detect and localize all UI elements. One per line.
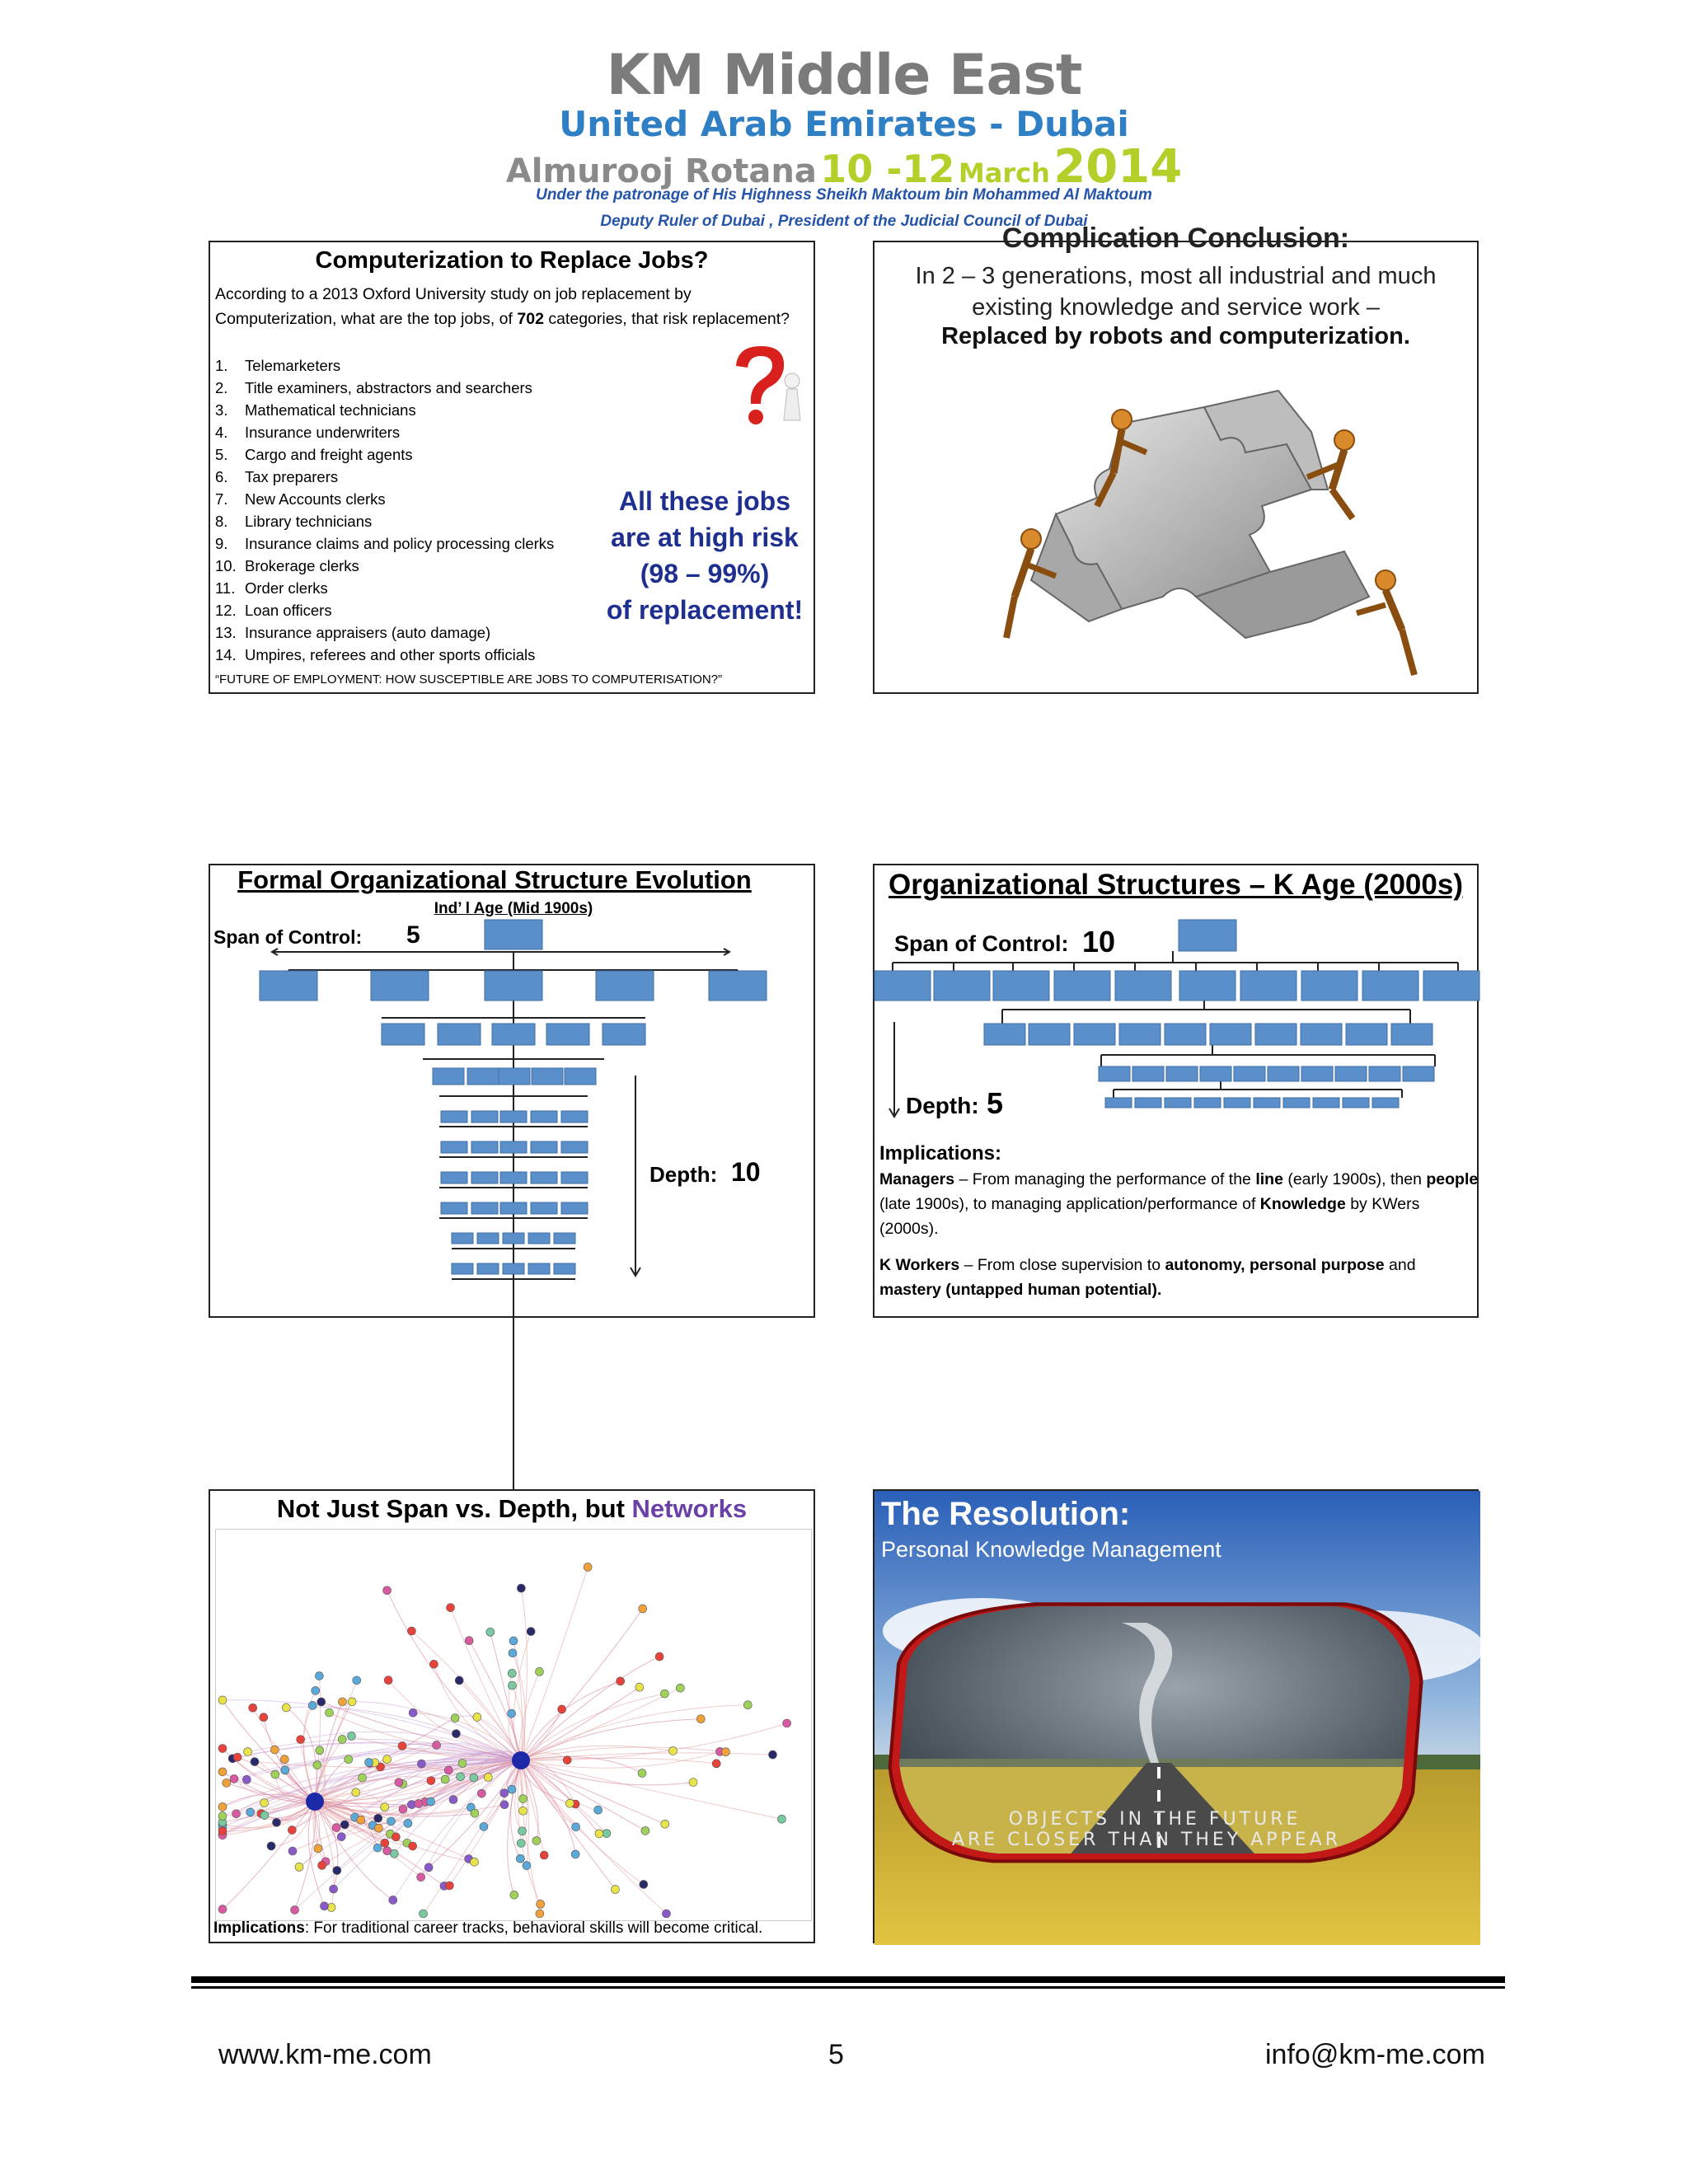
event-location: United Arab Emirates - Dubai [559, 104, 1129, 144]
network-node [218, 1768, 227, 1776]
network-node [712, 1760, 720, 1768]
network-edge [521, 1760, 644, 1884]
network-node [471, 1858, 479, 1866]
network-node [427, 1777, 435, 1785]
job-list-item [215, 421, 554, 443]
network-node [389, 1896, 397, 1904]
network-node [330, 1885, 338, 1893]
network-node [508, 1681, 516, 1690]
managers-people: people [1426, 1170, 1479, 1188]
study-intro [215, 282, 792, 331]
network-node [352, 1788, 360, 1797]
depth-value: 5 [987, 1086, 1004, 1120]
network-node [260, 1713, 268, 1722]
network-node [603, 1830, 611, 1838]
network-node [218, 1812, 227, 1821]
job-number: 2. [215, 379, 228, 396]
job-label: New Accounts clerks [245, 490, 386, 508]
network-node [347, 1732, 355, 1740]
network-edge [521, 1760, 599, 1834]
network-node [639, 1605, 647, 1613]
network-node [655, 1652, 663, 1661]
span-of-control-label: Span of Control: [894, 931, 1069, 956]
network-node [640, 1880, 648, 1888]
network-node [486, 1628, 495, 1636]
job-list-item [215, 555, 554, 577]
job-number: 12. [215, 602, 237, 619]
network-node [638, 1769, 646, 1778]
job-list-item [215, 443, 554, 466]
page-number: 5 [828, 2039, 844, 2070]
network-node [572, 1823, 580, 1831]
network-node [527, 1628, 535, 1636]
network-edge [295, 1760, 521, 1910]
network-node [223, 1779, 231, 1787]
network-node [383, 1847, 392, 1855]
network-edge [411, 1631, 521, 1760]
network-node [571, 1850, 579, 1858]
network-node [455, 1676, 463, 1685]
network-node [584, 1563, 592, 1571]
network-node [417, 1873, 425, 1882]
network-node [517, 1839, 525, 1847]
network-node [663, 1910, 671, 1918]
network-node [315, 1672, 323, 1680]
mirror-text-line-1: OBJECTS IN THE FUTURE [1008, 1809, 1301, 1830]
job-number: 9. [215, 535, 228, 552]
network-edge [393, 1760, 521, 1900]
network-node [536, 1910, 544, 1918]
slide-subtitle: Personal Knowledge Management [881, 1537, 1221, 1562]
slide-complication-conclusion [873, 223, 1479, 694]
network-node [357, 1816, 365, 1824]
event-year: 2014 [1053, 140, 1183, 194]
workers-autonomy: autonomy, personal purpose [1165, 1256, 1385, 1274]
intro-count: 702 [517, 310, 544, 328]
network-node [635, 1683, 644, 1691]
job-label: Telemarketers [245, 357, 341, 374]
network-node [471, 1809, 479, 1817]
network-node [288, 1847, 297, 1855]
slide-formal-structure [209, 864, 815, 1318]
network-node [395, 1779, 403, 1787]
network-node [465, 1637, 473, 1645]
network-node [373, 1844, 382, 1852]
network-node [271, 1770, 279, 1779]
network-node [273, 1818, 281, 1826]
network-node [281, 1766, 289, 1774]
slide-jobs-replacement [209, 241, 815, 694]
network-edge [521, 1705, 748, 1760]
study-source: “FUTURE OF EMPLOYMENT: HOW SUSCEPTIBLE ARE JOBS TO COMPUTERISATION?” [215, 673, 723, 687]
network-edge [521, 1588, 527, 1760]
network-node [313, 1761, 321, 1769]
intro-text-a: According to a 2013 Oxford University study on job replacement by Computerization, what are the top jobs, of [215, 285, 692, 328]
workers-mastery: mastery (untapped human potential). [879, 1281, 1162, 1299]
slide-title: Formal Organizational Structure Evolution [237, 865, 752, 894]
network-node [365, 1758, 373, 1766]
network-node [384, 1676, 392, 1685]
managers-text-c: (late 1900s), to managing application/performance of [879, 1195, 1260, 1213]
workers-implication [879, 1253, 1479, 1302]
network-node [424, 1863, 433, 1872]
network-node [387, 1817, 396, 1825]
network-node [480, 1822, 488, 1830]
slide-networks [209, 1489, 815, 1943]
job-label: Title examiners, abstractors and searchers [245, 379, 532, 396]
network-node [353, 1676, 361, 1685]
network-node [316, 1746, 324, 1755]
workers-text-c: and [1384, 1256, 1416, 1274]
implications-label: Implications [213, 1919, 305, 1937]
network-node [445, 1882, 453, 1890]
network-node [398, 1741, 406, 1750]
network-node [477, 1789, 485, 1797]
network-node [409, 1842, 417, 1850]
job-label: Insurance appraisers (auto damage) [245, 624, 491, 641]
network-node [447, 1604, 455, 1612]
job-number: 3. [215, 401, 228, 419]
network-node [320, 1902, 328, 1910]
span-of-control-label: Span of Control: [213, 926, 363, 948]
network-node [338, 1698, 346, 1706]
network-node [660, 1690, 668, 1698]
slide-resolution [873, 1489, 1479, 1943]
network-node [500, 1789, 509, 1797]
network-node [260, 1811, 269, 1820]
network-node [282, 1704, 290, 1712]
network-node [451, 1714, 459, 1722]
job-label: Umpires, referees and other sports officials [245, 646, 536, 663]
event-month: March [958, 157, 1050, 189]
job-label: Mathematical technicians [245, 401, 416, 419]
depth-label: Depth: [649, 1162, 718, 1187]
job-label: Brokerage clerks [245, 557, 359, 574]
network-hub-node [512, 1751, 530, 1769]
network-node [218, 1802, 227, 1811]
network-node [516, 1854, 524, 1863]
network-node [420, 1910, 428, 1918]
network-node [243, 1748, 251, 1756]
network-node [415, 1800, 423, 1808]
conclusion-text: In 2 – 3 generations, most all industrial and much existing knowledge and service work – [915, 263, 1437, 321]
job-number: 7. [215, 490, 228, 508]
job-label: Cargo and freight agents [245, 446, 413, 463]
puzzle-figures-image [957, 374, 1451, 687]
risk-line-1: All these jobs [618, 486, 791, 516]
network-node [535, 1667, 543, 1675]
job-list-item [215, 399, 554, 421]
implications-body: : For traditional career tracks, behavioral skills will become critical. [304, 1919, 763, 1937]
network-graph-image [215, 1529, 812, 1921]
network-edge [521, 1687, 640, 1760]
network-node [537, 1900, 545, 1908]
managers-label: Managers [879, 1170, 955, 1188]
network-node [661, 1820, 669, 1828]
network-node [338, 1735, 346, 1743]
network-node [333, 1867, 341, 1875]
job-number: 13. [215, 624, 237, 641]
event-header [0, 0, 1688, 239]
title-networks: Networks [631, 1494, 748, 1523]
job-number: 10. [215, 557, 237, 574]
network-node [433, 1741, 441, 1749]
implications-heading: Implications: [879, 1142, 1002, 1165]
job-number: 11. [215, 579, 236, 597]
network-node [218, 1905, 227, 1914]
job-number: 1. [215, 357, 228, 374]
network-node [374, 1814, 382, 1822]
job-list-item [215, 354, 554, 377]
network-node [641, 1826, 649, 1835]
job-label: Loan officers [245, 602, 332, 619]
network-node [383, 1586, 392, 1595]
network-node [295, 1863, 303, 1871]
network-node [517, 1584, 525, 1592]
network-node [617, 1677, 625, 1685]
implications-text [213, 1919, 762, 1938]
network-node [595, 1830, 603, 1838]
risk-line-2: are at high risk [611, 523, 799, 552]
job-label: Insurance underwriters [245, 424, 401, 441]
network-node [317, 1698, 326, 1706]
event-title: KM Middle East [606, 43, 1082, 108]
job-list-item [215, 510, 554, 532]
network-node [558, 1705, 566, 1713]
job-label: Order clerks [245, 579, 328, 597]
network-node [314, 1844, 322, 1853]
network-node [429, 1660, 438, 1668]
network-node [594, 1806, 603, 1814]
network-node [233, 1753, 241, 1761]
footer-email-link[interactable]: info@km-me.com [1265, 2039, 1485, 2070]
job-list-item [215, 488, 554, 510]
hierarchy-org-chart [210, 865, 817, 1319]
intro-text-b: categories, that risk replacement? [543, 310, 790, 328]
conclusion-emphasis: Replaced by robots and computerization. [941, 323, 1410, 349]
job-number: 4. [215, 424, 228, 441]
risk-callout [598, 483, 812, 628]
mirror-text-line-2: ARE CLOSER THAN THEY APPEAR [951, 1830, 1342, 1850]
network-edge [521, 1609, 643, 1760]
network-node [409, 1708, 417, 1717]
network-node [288, 1826, 296, 1835]
network-node [390, 1849, 398, 1858]
job-number: 5. [215, 446, 228, 463]
network-node [417, 1760, 425, 1768]
network-node [510, 1891, 518, 1899]
network-node [508, 1785, 516, 1793]
network-node [473, 1713, 481, 1721]
network-node [689, 1779, 697, 1787]
network-node [484, 1773, 492, 1781]
slide-title [210, 1494, 814, 1524]
network-node [768, 1750, 776, 1759]
network-node [452, 1730, 460, 1738]
network-node [509, 1637, 518, 1645]
job-label: Insurance claims and policy processing clerks [245, 535, 555, 552]
workers-label: K Workers [879, 1256, 960, 1274]
footer-rule-thick [191, 1976, 1505, 1983]
title-text: Not Just Span vs. Depth, but [276, 1494, 632, 1523]
network-node [722, 1748, 730, 1756]
network-edge [286, 1708, 316, 1802]
job-label: Library technicians [245, 513, 373, 530]
network-node [249, 1704, 257, 1712]
network-node [509, 1649, 517, 1657]
span-of-control-value: 10 [1082, 925, 1116, 958]
job-list-item [215, 532, 554, 555]
network-edge [223, 1802, 315, 1835]
network-edge [521, 1760, 667, 1914]
depth-value: 10 [731, 1157, 761, 1187]
network-node [297, 1736, 305, 1744]
network-node [232, 1810, 241, 1818]
job-number: 6. [215, 468, 228, 485]
network-node [280, 1755, 288, 1764]
network-node [348, 1698, 356, 1706]
job-list-item [215, 644, 554, 666]
network-node [381, 1839, 389, 1847]
network-node [291, 1906, 299, 1915]
managers-text-a: – From managing the performance of the [954, 1170, 1256, 1188]
network-node [676, 1684, 684, 1692]
network-node [441, 1775, 449, 1783]
network-node [449, 1796, 457, 1804]
network-node [267, 1842, 275, 1850]
network-edges [223, 1567, 787, 1914]
patronage-line-1: Under the patronage of His Highness Sheikh Maktoum bin Mohammed Al Maktoum [536, 186, 1152, 204]
patronage-line-2: Deputy Ruler of Dubai , President of the Judicial Council of Dubai [600, 213, 1088, 230]
network-node [777, 1815, 785, 1823]
network-node [457, 1773, 465, 1781]
network-node [444, 1766, 452, 1774]
network-node [470, 1774, 478, 1782]
network-node [783, 1719, 791, 1727]
job-list-item [215, 599, 554, 621]
job-number: 8. [215, 513, 228, 530]
workers-text-a: – From close supervision to [959, 1256, 1165, 1274]
slide-title-clipped: Complication Conclusion: [1001, 223, 1350, 254]
slide-title: Computerization to Replace Jobs? [315, 247, 709, 274]
managers-implication [879, 1167, 1479, 1241]
network-node [519, 1795, 528, 1803]
network-node [359, 1774, 367, 1782]
network-node [374, 1824, 382, 1832]
network-hub-node [306, 1793, 324, 1811]
network-node [743, 1701, 752, 1709]
network-node [399, 1805, 407, 1813]
network-node [612, 1886, 620, 1894]
job-number: 14. [215, 646, 237, 663]
network-node [458, 1760, 467, 1768]
network-node [332, 1824, 340, 1832]
network-node [270, 1746, 279, 1754]
network-node [565, 1799, 574, 1807]
network-node [218, 1696, 227, 1704]
network-node [308, 1701, 316, 1709]
network-edge [521, 1567, 588, 1760]
network-node [500, 1801, 509, 1809]
network-node [392, 1833, 400, 1841]
slide-subtitle: Ind’ l Age (Mid 1900s) [434, 900, 593, 917]
network-node [523, 1862, 531, 1870]
network-edge [521, 1760, 575, 1854]
job-list-item [215, 577, 554, 599]
question-mark-icon [721, 341, 812, 432]
network-node [404, 1819, 412, 1827]
network-node [668, 1746, 677, 1755]
network-node [381, 1803, 389, 1811]
network-node [242, 1775, 251, 1783]
event-dates: 10 -12 [820, 147, 955, 191]
network-node [312, 1686, 320, 1694]
network-node [696, 1715, 705, 1723]
network-node [519, 1807, 528, 1815]
network-graph [216, 1530, 811, 1920]
network-node [246, 1808, 255, 1816]
footer-rule-thin [191, 1986, 1505, 1989]
network-node [260, 1799, 269, 1807]
network-node [251, 1758, 259, 1766]
network-edge [521, 1758, 716, 1764]
event-venue: Almurooj Rotana [505, 152, 817, 190]
managers-knowledge: Knowledge [1259, 1195, 1346, 1213]
risk-line-4: of replacement! [606, 595, 804, 625]
network-node [540, 1851, 548, 1859]
slide-k-age-structure [873, 864, 1479, 1318]
risk-line-3: (98 – 99%) [640, 559, 770, 588]
network-edge [521, 1723, 787, 1760]
network-node [345, 1755, 353, 1764]
network-node [532, 1837, 541, 1845]
network-node [318, 1861, 326, 1869]
network-node [563, 1756, 571, 1765]
network-node [327, 1903, 335, 1911]
job-list-item [215, 466, 554, 488]
job-label: Tax preparers [245, 468, 339, 485]
managers-text-d: by KWers (2000s). [879, 1195, 1420, 1238]
footer-website-link[interactable]: www.km-me.com [218, 2039, 432, 2070]
network-node [230, 1774, 238, 1783]
network-node [407, 1627, 415, 1635]
slide-title: The Resolution: [881, 1496, 1131, 1532]
slide-title: Organizational Structures – K Age (2000s) [889, 869, 1463, 901]
job-list-item [215, 621, 554, 644]
network-node [337, 1833, 345, 1841]
job-list-item [215, 377, 554, 399]
network-node [427, 1797, 435, 1806]
network-node [508, 1709, 516, 1718]
network-node [383, 1755, 392, 1764]
network-node [218, 1827, 227, 1835]
network-node [218, 1745, 227, 1753]
span-of-control-value: 5 [406, 921, 420, 949]
network-node [508, 1669, 516, 1677]
network-edge [521, 1760, 645, 1830]
network-node [518, 1827, 527, 1835]
network-node [326, 1708, 334, 1717]
depth-label: Depth: [906, 1093, 979, 1118]
managers-line: line [1255, 1170, 1283, 1188]
network-node [340, 1821, 349, 1829]
managers-text-b: (early 1900s), then [1282, 1170, 1427, 1188]
jobs-list [215, 354, 554, 666]
